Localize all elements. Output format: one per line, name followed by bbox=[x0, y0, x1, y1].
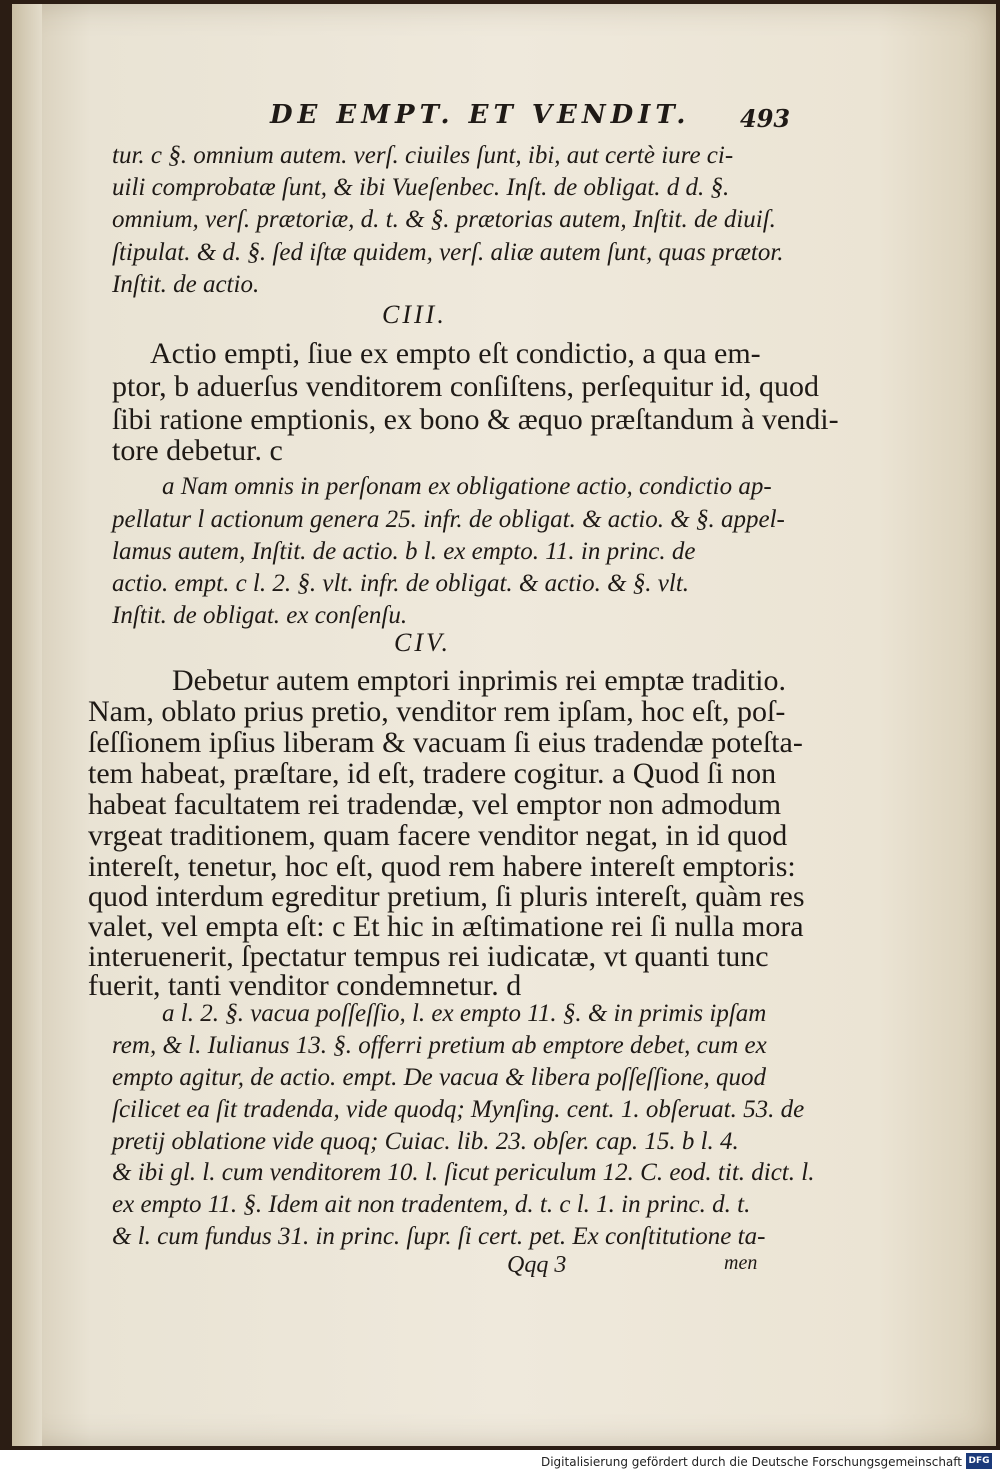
body-line: interuenerit, ſpectatur tempus rei iudicatæ, vt quanti tunc bbox=[88, 940, 769, 973]
note-line: actio. empt. c l. 2. §. vlt. infr. de obligat. & actio. & §. vlt. bbox=[112, 570, 690, 597]
note-line: a l. 2. §. vacua poſſeſſio, l. ex empto 11. §. & in primis ipſam bbox=[162, 1000, 767, 1027]
body-line: Debetur autem emptori inprimis rei emptæ traditio. bbox=[172, 664, 787, 697]
body-line: valet, vel empta eſt: c Et hic in æſtimatione rei ſi nulla mora bbox=[88, 910, 804, 943]
section-heading: CIV. bbox=[394, 628, 452, 657]
signature-mark: Qqq 3 bbox=[507, 1252, 567, 1278]
body-line: ſibi ratione emptionis, ex bono & æquo præſtandum à vendi- bbox=[112, 403, 839, 436]
dfg-logo: DFG bbox=[966, 1453, 992, 1469]
note-line: Inſtit. de actio. bbox=[112, 271, 260, 298]
note-line: empto agitur, de actio. empt. De vacua & libera poſſeſſione, quod bbox=[112, 1064, 767, 1091]
note-line: a Nam omnis in perſonam ex obligatione actio, condictio ap- bbox=[162, 473, 772, 500]
note-line: tur. c §. omnium autem. verſ. ciuiles ſunt, ibi, aut certè iure ci- bbox=[112, 142, 734, 169]
note-line: ſtipulat. & d. §. ſed iſtæ quidem, verſ. aliæ autem ſunt, quas prætor. bbox=[112, 239, 784, 266]
page-gutter bbox=[12, 4, 42, 1446]
body-line: vrgeat traditionem, quam facere venditor negat, in id quod bbox=[88, 819, 788, 852]
section-heading: CIII. bbox=[382, 300, 447, 329]
note-line: & l. cum fundus 31. in princ. ſupr. ſi cert. pet. Ex conſtitutione ta- bbox=[112, 1223, 766, 1250]
book-page bbox=[12, 4, 996, 1446]
catchword: men bbox=[724, 1252, 758, 1274]
note-line: Inſtit. de obligat. ex conſenſu. bbox=[112, 602, 408, 629]
running-title: DE EMPT. ET VENDIT. bbox=[270, 100, 691, 130]
note-line: rem, & l. Iulianus 13. §. offerri pretium ab emptore debet, cum ex bbox=[112, 1032, 767, 1059]
note-line: lamus autem, Inſtit. de actio. b l. ex empto. 11. in princ. de bbox=[112, 538, 696, 565]
body-line: tore debetur. c bbox=[112, 434, 283, 467]
body-line: ptor, b aduerſus venditorem conſiſtens, perſequitur id, quod bbox=[112, 370, 819, 403]
body-line: intereſt, tenetur, hoc eſt, quod rem habere intereſt emptoris: bbox=[88, 850, 796, 883]
digitization-credit: Digitalisierung gefördert durch die Deutsche Forschungsgemeinschaft bbox=[540, 1455, 962, 1469]
body-line: tem habeat, præſtare, id eſt, tradere cogitur. a Quod ſi non bbox=[88, 757, 777, 790]
body-line: Actio empti, ſiue ex empto eſt condictio, a qua em- bbox=[150, 337, 761, 370]
note-line: & ibi gl. l. cum venditorem 10. l. ſicut periculum 12. C. eod. tit. dict. l. bbox=[112, 1159, 815, 1186]
body-line: ſeſſionem ipſius liberam & vacuam ſi eius tradendæ poteſta- bbox=[88, 726, 803, 759]
note-line: ex empto 11. §. Idem ait non tradentem, d. t. c l. 1. in princ. d. t. bbox=[112, 1191, 751, 1218]
note-line: ſcilicet ea ſit tradenda, vide quodq; Mynſing. cent. 1. obſeruat. 53. de bbox=[112, 1096, 805, 1123]
body-line: quod interdum egreditur pretium, ſi pluris intereſt, quàm res bbox=[88, 880, 805, 913]
note-line: pellatur l actionum genera 25. infr. de obligat. & actio. & §. appel- bbox=[112, 506, 785, 533]
page-number: 493 bbox=[740, 104, 791, 133]
body-line: habeat facultatem rei tradendæ, vel emptor non admodum bbox=[88, 788, 782, 821]
note-line: pretij oblatione vide quoq; Cuiac. lib. 23. obſer. cap. 15. b l. 4. bbox=[112, 1128, 739, 1155]
body-line: Nam, oblato prius pretio, venditor rem ipſam, hoc eſt, poſ- bbox=[88, 695, 786, 728]
note-line: uili comprobatæ ſunt, & ibi Vueſenbec. Inſt. de obligat. d d. §. bbox=[112, 174, 730, 201]
body-line: fuerit, tanti venditor condemnetur. d bbox=[88, 969, 522, 1002]
note-line: omnium, verſ. prætoriæ, d. t. & §. prætorias autem, Inſtit. de diuiſ. bbox=[112, 206, 776, 233]
